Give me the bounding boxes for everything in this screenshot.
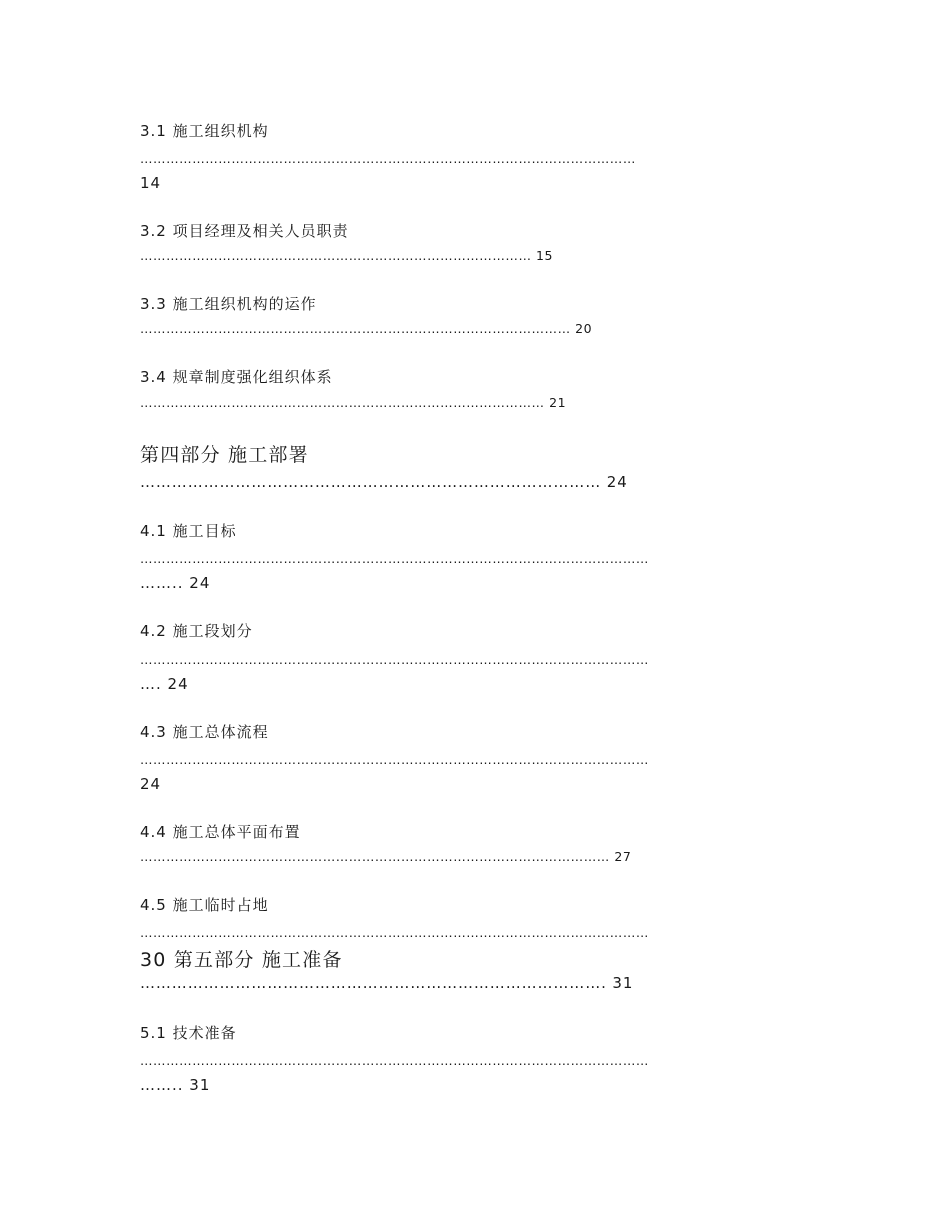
toc-entry-4-1-page: …….. 24 (140, 574, 211, 592)
toc-entry-4-5-leader: ……………………………………………………………………………………………………… (140, 925, 649, 940)
toc-entry-3-3-leader: ……………………………………………………………………………………… 20 (140, 321, 593, 336)
toc-part-5-leader: ……………………………………………………………………………. 31 (140, 974, 634, 992)
toc-entry-3-4-title: 3.4 规章制度强化组织体系 (140, 368, 333, 386)
toc-entry-5-1-page: …….. 31 (140, 1076, 211, 1094)
toc-entry-3-2-title: 3.2 项目经理及相关人员职责 (140, 222, 349, 240)
toc-entry-4-1-leader: ……………………………………………………………………………………………………… (140, 551, 649, 566)
toc-entry-4-1-title: 4.1 施工目标 (140, 522, 237, 540)
toc-entry-5-1-leader: ……………………………………………………………………………………………………… (140, 1053, 649, 1068)
toc-entry-4-2-title: 4.2 施工段划分 (140, 622, 253, 640)
toc-entry-4-4-leader: ……………………………………………………………………………………………… 27 (140, 849, 632, 864)
toc-entry-4-2-leader: ……………………………………………………………………………………………………… (140, 652, 649, 667)
toc-entry-4-5-title: 4.5 施工临时占地 (140, 896, 269, 914)
toc-entry-3-3-title: 3.3 施工组织机构的运作 (140, 295, 317, 313)
toc-entry-3-2-leader: ……………………………………………………………………………… 15 (140, 248, 554, 263)
toc-part-4-title: 第四部分 施工部署 (140, 444, 309, 466)
toc-entry-4-3-title: 4.3 施工总体流程 (140, 723, 269, 741)
toc-entry-4-4-title: 4.4 施工总体平面布置 (140, 823, 301, 841)
toc-entry-3-1-title: 3.1 施工组织机构 (140, 122, 269, 140)
toc-entry-4-2-page: …. 24 (140, 675, 189, 693)
toc-entry-3-1-page: 14 (140, 174, 162, 192)
toc-entry-4-3-page: 24 (140, 775, 162, 793)
toc-entry-3-4-leader: ………………………………………………………………………………… 21 (140, 395, 567, 410)
toc-part-5-title: 30 第五部分 施工准备 (140, 949, 343, 971)
toc-entry-5-1-title: 5.1 技术准备 (140, 1024, 237, 1042)
toc-part-4-leader: …………………………………………………………………………… 24 (140, 473, 628, 491)
toc-entry-4-3-leader: ……………………………………………………………………………………………………… (140, 752, 649, 767)
toc-entry-3-1-leader: …………………………………………………………………………………………………… (140, 151, 636, 166)
